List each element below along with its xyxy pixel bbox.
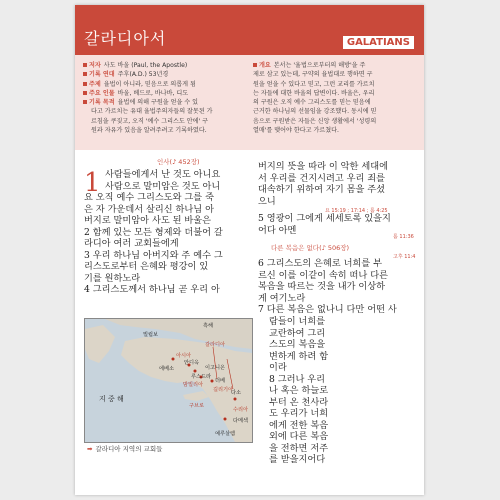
intro-text-line: 열매'를 맺어야 한다고 가르쳤다. [253,127,339,135]
intro-facts [83,61,248,135]
intro-text-line: 제로 삼고 있는데, 구약의 율법대로 행하면 구 [253,71,373,79]
chapter-number: 1 [84,168,101,198]
verse-line: 3 우리 하나님 아버지와 주 예수 그 [84,249,223,261]
map-caption-text: 갈라디아 지역의 교회들 [95,445,163,453]
map-label: 밤빌리아 [183,382,204,388]
verse-line: 4 그리스도께서 하나님 곧 우리 아 [84,284,220,295]
book-title-english: GALATIANS [343,36,414,49]
verse-line: 버지로 말미암아 사도 된 바울은 [84,215,212,226]
verse-line: 스도의 복음을 [269,339,326,350]
verse-line: 이라 [269,362,287,373]
verse-line: 요 오직 예수 그리스도와 그를 죽 [84,192,214,203]
bullet-square-icon [253,63,257,67]
verse-line: 사람들에게서 난 것도 아니요 [105,169,221,180]
bullet-square-icon [83,100,87,104]
verse-line: 5 영광이 그에게 세세토록 있을지 [258,213,391,224]
verse-line: 은 자 가운데서 살리신 하나님 아 [84,203,214,215]
verse-line: 도 우리가 너희 [269,408,329,419]
verse-line: 대속하기 위하여 자기 몸을 주셨 [258,184,386,195]
verse-line: 람들이 너희를 [269,316,326,327]
map-label: 다메섹 [233,418,249,424]
intro-text-line: 의 구원은 오직 예수 그리스도를 믿는 믿음에 [253,99,371,107]
map-label: 더베 [215,378,226,384]
verse-line: 부터 온 천사라 [269,396,329,408]
verse-line: 외에 다른 복음 [269,431,329,442]
verse-line: 리스도로부터 은혜와 평강이 있 [84,261,209,272]
intro-text-line: 근거한 하나님의 선물임을 강조했다. 동시에 믿 [253,108,377,116]
verse-column-left [84,192,252,296]
verse-line: 나 혹은 하늘로 [269,385,329,396]
intro-item [83,98,248,107]
intro-value: 율법에 의해 구원을 얻을 수 있 [117,99,198,107]
map-label: 빌립보 [143,332,159,338]
verse-column-right-narrow [269,316,419,466]
verse-line: 에게 전한 복음 [269,419,329,431]
verse-column-right-bottom [258,258,418,316]
intro-item [83,80,248,89]
verse-line: 2 함께 있는 모든 형제와 더불어 갈 [84,226,223,238]
book-header [75,5,424,55]
map-caption [87,444,162,453]
map-label: 다소 [231,390,242,396]
cross-reference: 롬 11:36 [393,234,414,240]
verse-line: 서 우리를 건지시려고 우리 죄를 [258,172,386,184]
intro-item [83,70,248,79]
book-introduction [75,55,424,150]
map-label: 아시아 [176,353,192,359]
map-label: 수리아 [233,407,249,413]
intro-text-line: 르침을 쿠짖고, 오직 '예수 그리스도 안에' 구 [91,117,208,125]
intro-value: 바울, 베드로, 바나바, 디도 [117,89,189,97]
map-label: 흑해 [203,323,214,329]
cross-reference: 요 15:19 ; 17:14 ; 롬 4:25 [325,208,388,214]
verse-line: 8 그러나 우리 [269,373,326,385]
verse-line: 를 받을지어다 [269,454,326,465]
intro-text-line: 음으로 구원받은 자들은 신앙 생활에서 '성령의 [253,117,377,125]
intro-value: 율법이 아니라, 믿음으로 의롭게 됨 [103,80,196,88]
intro-text-line: 다고 가르치는 유대 율법주의자들의 잘못된 가 [91,108,213,116]
verse-line: 7 다른 복음은 없나니 다만 어떤 사 [258,304,397,315]
map-land [85,319,252,442]
section-heading-greeting: 인사(♪ 452장) [157,158,200,166]
intro-text-line: 원을 얻을 수 있다고 믿고, 그런 교리를 가르치 [253,80,375,88]
intro-key: 주요 인물 [89,89,115,97]
bullet-square-icon [83,82,87,86]
verse-line: 을 전하면 저주 [269,442,329,454]
map-label: 지 중 해 [99,395,124,403]
section-heading-no-other-gospel: 다른 복음은 없다(♪ 506장) [271,244,350,252]
verse-line: 어다 아멘 [258,224,297,236]
arrow-right-icon: ➡ [87,445,93,453]
map-label: 갈라디아 [205,342,226,348]
galatia-map [84,318,253,443]
intro-key: 주제 [89,80,101,88]
intro-value: 사도 바울 (Paul, the Apostle) [103,62,188,69]
cross-reference: 고후 11:4 [393,254,416,260]
intro-item [83,61,248,70]
bullet-square-icon [83,91,87,95]
intro-text-line: 는 자들에 대한 바울의 답변이다. 바울은, 우리 [253,89,375,97]
intro-key: 개요 [259,62,271,69]
intro-text-line: 원과 자유가 있음을 알려주려고 기록하였다. [91,127,207,135]
verse-line: 변하게 하려 함 [269,350,329,362]
verse-line: 으니 [258,195,276,207]
map-label: 루스드라 [191,374,212,380]
bible-page [75,5,424,495]
verse-line: 사람으로 말미암은 것도 아니 [105,180,221,192]
intro-key: 기록 연대 [89,71,115,79]
verse-line: 복음을 따르는 것을 내가 이상하 [258,281,386,292]
map-label: 안디옥 [184,360,200,366]
intro-overview [253,61,417,135]
map-label: 예루살렘 [215,431,236,437]
bullet-square-icon [83,72,87,76]
verse-line: 게 여기노라 [258,292,306,304]
verse-line: 버지의 뜻을 따라 이 악한 세대에 [258,161,388,172]
map-label: 길리기아 [213,387,234,393]
map-label: 이고니온 [205,365,226,371]
verse-line: 르신 이를 이같이 속히 떠나 다른 [258,269,388,281]
map-label: 구브로 [189,403,205,409]
verse-column-left-top [105,169,249,192]
intro-item [253,61,417,70]
intro-value: 주후(A.D.) 53년경 [117,71,169,79]
verse-line: 6 그리스도의 은혜로 너희를 부 [258,258,383,269]
verse-line: 라디아 여러 교회들에게 [84,238,179,249]
verse-line: 기를 원하노라 [84,272,141,284]
intro-key: 저자 [89,62,101,69]
intro-value: 본서는 '율법으로부터의 해방'을 주 [273,62,366,69]
map-label: 에베소 [159,366,175,372]
intro-key: 기록 목적 [89,99,115,107]
verse-column-right-top [258,161,418,207]
intro-item [83,89,248,98]
verse-line: 교란하여 그리 [269,327,326,339]
book-title-korean: 갈라디아서 [84,29,167,48]
bullet-square-icon [83,63,87,67]
